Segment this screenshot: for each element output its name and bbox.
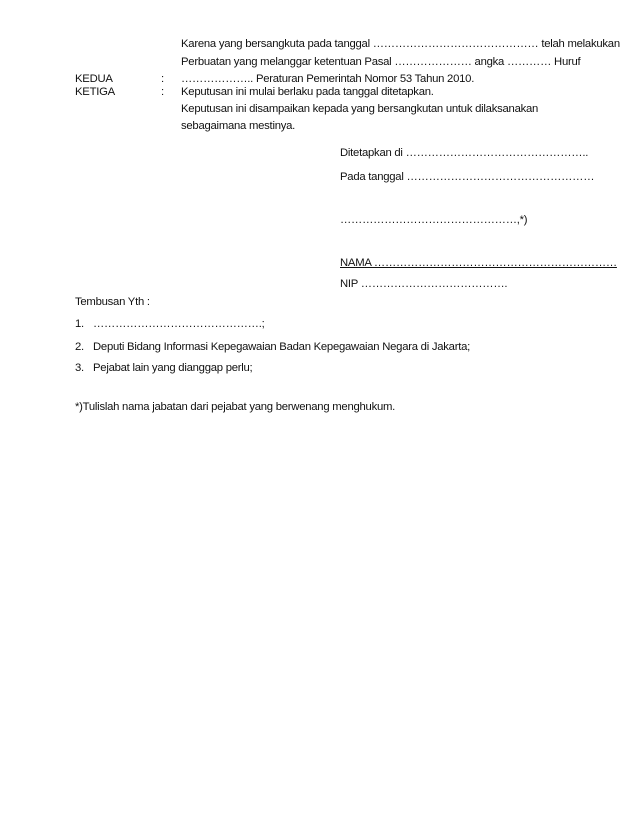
- tembusan-heading: Tembusan Yth :: [75, 296, 150, 308]
- tembusan-item-2-text: Deputi Bidang Informasi Kepegawaian Badan Kepegawaian Negara di Jakarta;: [93, 341, 471, 353]
- tembusan-item-1-num: 1.: [75, 318, 84, 330]
- tembusan-item-3-text: Pejabat lain yang dianggap perlu;: [93, 362, 253, 374]
- ketiga-line-2: Keputusan ini disampaikan kepada yang bersangkutan untuk dilaksanakan: [181, 103, 539, 115]
- ketiga-label: KETIGA: [75, 86, 115, 98]
- kedua-text: ……………….. Peraturan Pemerintah Nomor 53 Tahun 2010.: [181, 73, 475, 85]
- tembusan-item-3-num: 3.: [75, 362, 84, 374]
- ketiga-line-3: sebagaimana mestinya.: [181, 120, 296, 132]
- tembusan-item-2-num: 2.: [75, 341, 84, 353]
- kedua-label: KEDUA: [75, 73, 113, 85]
- tembusan-item-1-text: ……………………………………….;: [93, 318, 265, 330]
- jabatan-placeholder: …………………………………………,*): [340, 214, 528, 226]
- kedua-colon: :: [161, 73, 164, 85]
- intro-line-2: Perbuatan yang melanggar ketentuan Pasal ………………… angka ………… Huruf: [181, 56, 581, 68]
- footnote: *)Tulislah nama jabatan dari pejabat yang berwenang menghukum.: [75, 401, 396, 413]
- intro-line-1: Karena yang bersangkuta pada tanggal ……………………………………… telah melakukan: [181, 38, 620, 50]
- ditetapkan-di: Ditetapkan di …………………………………………..: [340, 147, 589, 159]
- pada-tanggal: Pada tanggal ……………………………………………: [340, 171, 595, 183]
- nip-field: NIP ………………………………….: [340, 278, 508, 290]
- ketiga-colon: :: [161, 86, 164, 98]
- ketiga-line-1: Keputusan ini mulai berlaku pada tanggal ditetapkan.: [181, 86, 434, 98]
- nama-field: NAMA …………………………………………………………: [340, 257, 617, 269]
